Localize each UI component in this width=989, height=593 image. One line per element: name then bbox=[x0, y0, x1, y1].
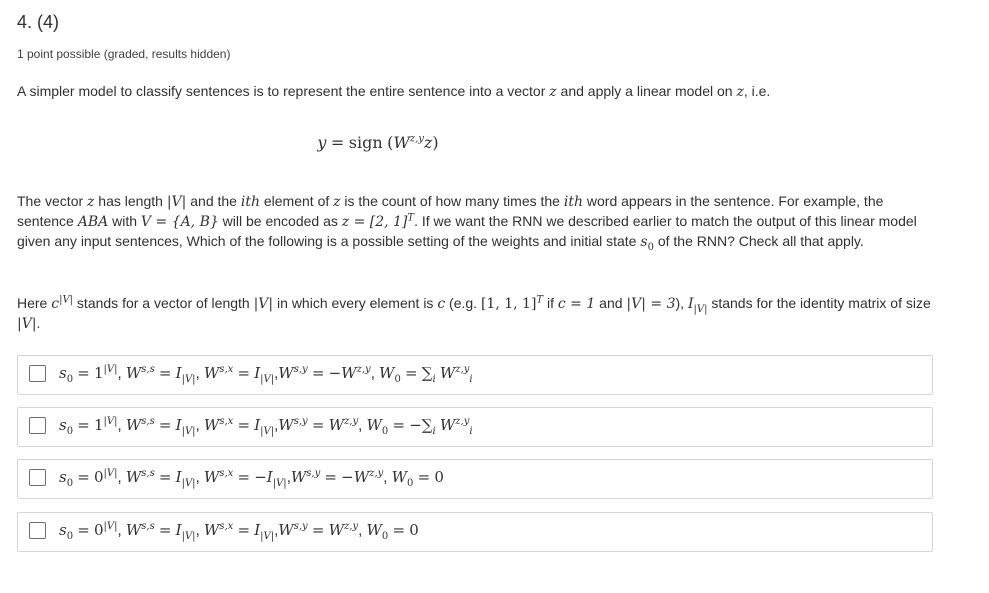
option-1-label: $s_0 = 1^{|V|}$, $W^{s,s} = I_{|V|}$, $W^{s,x} = I_{|V|},W^{s,y} = -W^{z,y}$, $W_0 = \sum_i$ W$^{z,y}_i$ bbox=[59, 364, 473, 385]
option-2-label: $s_0 = 1^{|V|}$, $W^{s,s} = I_{|V|}$, $W^{s,x} = I_{|V|},W^{s,y} = W^{z,y}$, $W_0 = -\sum_i$ W$^{z,y}_i$ bbox=[59, 416, 473, 437]
points-info: 1 point possible (graded, results hidden) bbox=[17, 47, 231, 61]
answer-option-2[interactable] bbox=[17, 407, 933, 447]
notation-paragraph: Here $c^{|V|}$ stands for a vector of length |V| in which every element is c (e.g. [1, 1, 1]$^T$ if c = 1 and |V| = 3), $I_{|V|}$ stands for the identity matrix of size |V|. bbox=[17, 294, 931, 332]
problem-title: 4. (4) bbox=[17, 12, 60, 32]
option-4-checkbox[interactable] bbox=[29, 522, 46, 539]
display-equation: y = sign $(W^{z,y}z)$ bbox=[317, 133, 439, 152]
answer-option-4[interactable] bbox=[17, 512, 933, 552]
intro-paragraph: A simpler model to classify sentences is to represent the entire sentence into a vector z and apply a linear model on z, i.e. bbox=[17, 83, 771, 100]
answer-option-1[interactable] bbox=[17, 355, 933, 395]
vector-description-paragraph: The vector z has length |V| and the ith element of z is the count of how many times the ith word appears in the sentence. For example, the sentence ABA with V = {A, B} will be encoded as z = [2, 1]$^T$. If we want the RNN we described earlier to match the output of this linear model given any input sentences, Which of the following is a possible setting of the weights and initial state $s_0$ of the RNN? Check all that apply. bbox=[17, 193, 917, 253]
option-3-label: $s_0 = 0^{|V|}$, $W^{s,s} = I_{|V|}$, $W^{s,x} = -I_{|V|},W^{s,y} = -W^{z,y}$, $W_0 = 0$ bbox=[59, 468, 444, 489]
option-3-checkbox[interactable] bbox=[29, 469, 46, 486]
answer-option-3[interactable] bbox=[17, 459, 933, 499]
option-2-checkbox[interactable] bbox=[29, 417, 46, 434]
option-4-label: $s_0 = 0^{|V|}$, $W^{s,s} = I_{|V|}$, $W^{s,x} = I_{|V|},W^{s,y} = W^{z,y}$, $W_0 = 0$ bbox=[59, 521, 419, 542]
option-1-checkbox[interactable] bbox=[29, 365, 46, 382]
